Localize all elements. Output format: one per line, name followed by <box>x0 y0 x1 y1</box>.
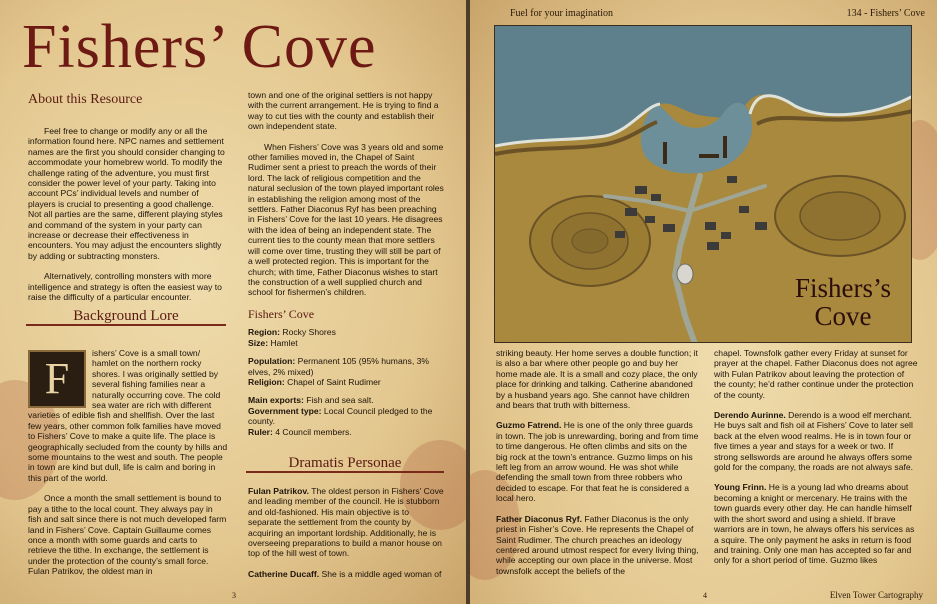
dramatis-column <box>248 486 444 589</box>
stat-government: Government type: Local Council pledged to the county. <box>248 405 433 427</box>
stat-size: Size: Hamlet <box>248 337 298 348</box>
right-column-1 <box>496 348 700 586</box>
npc-derendo: Derendo Aurinne. Derendo is a wood elf merchant. He buys salt and fish oil at Fishers’ Cove to later sell back at the elven wood realms. He is in town four or five times a year and stays for a week or two. If strong sellswords are around he always offers some gold for the company, the roads are not always safe. <box>714 410 914 473</box>
background-lore-heading: Background Lore <box>26 308 226 326</box>
about-heading: About this Resource <box>28 92 143 107</box>
npc-catherine-cont: striking beauty. Her home serves a double function; it is also a bar where other people go and buy her home made ale. It is a small and cozy place, the only place for drinking and talking. Catherine abandoned by a husband years ago. She cannot have children and bears that truth with bitterness. <box>496 348 698 411</box>
stat-religion: Religion: Chapel of Saint Rudimer <box>248 377 381 388</box>
stat-ruler: Ruler: 4 Council members. <box>248 426 352 437</box>
page-title: Fishers’ Cove <box>22 13 377 81</box>
running-head-right: 134 - Fishers’ Cove <box>846 8 925 19</box>
npc-fulan: Fulan Patrikov. The oldest person in Fishers’ Cove and leading member of the council. He is stubborn and old-fashioned. His main objective is to separate the settlement from the county by acquiring an important lordship. Additionally, he is overseeing preparations to build a manor house on top of the hill west of town. <box>248 486 444 559</box>
npc-catherine: Catherine Ducaff. She is a middle aged woman of <box>248 568 442 579</box>
left-column-2 <box>248 90 444 308</box>
dropcap-letter: F <box>28 350 86 408</box>
running-head-left: Fuel for your imagination <box>510 8 614 19</box>
map-title: Fishers’s Cove <box>794 273 892 331</box>
stat-block <box>248 309 444 437</box>
stat-region: Region: Rocky Shores <box>248 327 336 338</box>
page-number: 3 <box>232 591 236 600</box>
stat-exports: Main exports: Fish and sea salt. <box>248 395 374 406</box>
lore-column <box>28 348 228 587</box>
left-page <box>0 0 466 604</box>
npc-ryf-cont: chapel. Townsfolk gather every Friday at sunset for prayer at the chapel. Father Diaconus does not agree with Fulan Patrikov about leaving the protection of the county; he’d rather continue under the protection of the county. <box>714 348 918 400</box>
npc-ryf: Father Diaconus Ryf. Father Diaconus is the only priest in Fisher’s Cove. He represents the Chapel of Saint Rudimer. The church preaches an ideology centered around utmost respect for every living thing, while accepting our own place in the universe. Most townsfolk accept the beliefs of the <box>496 513 699 576</box>
about-paragraph: Alternatively, controlling monsters with more intelligence and strategy is often the easiest way to raise the difficulty of a particular encounter. <box>28 271 222 303</box>
lore-paragraph: ishers’ Cove is a small town/ hamlet on the northern rocky shores. I was originally settled by several fishing families near a naturally occurring cove. The cold sea water are rich with different varieties of edible fish and shellfish. Over the last few years, other common folk families have moved to Fishers’ Cove to make a quite life. The place is geographically secluded from the county by hills and some mountains to the west and south. The people in town are kind but dull, life is calm and boring in this part of the world. <box>28 348 228 483</box>
right-page <box>470 0 937 604</box>
page-number: 4 <box>703 591 707 600</box>
stat-population: Population: Permanent 105 (95% humans, 3% elves, 2% mixed) <box>248 356 430 377</box>
stat-block-heading: Fishers’ Cove <box>248 307 315 321</box>
left-column-1 <box>28 126 228 313</box>
settlers-paragraph: town and one of the original settlers is not happy with the current arrangement. He is trying to find a way to cut ties with the county and establish their own independent state. <box>248 90 439 132</box>
npc-frinn: Young Frinn. He is a young lad who dreams about becoming a knight or mercenary. He trains with the town guards every other day. He can handle himself with the short sword and using a shield. If brave warriors are in town, he always offers his services as a squire. The only payment he asks in return is food and training. Only one man has accepted so far and only for a short period of time. Guzmo likes <box>714 482 915 566</box>
church-paragraph: When Fishers’ Cove was 3 years old and some other families moved in, the Chapel of Saint Rudimer sent a priest to preach the words of their lord. The lack of religious competition and the natural seclusion of the town played important roles in establishing the religion among most of the settlers. Father Diaconus Ryf has been preaching in Fishers’ Cove for the last 10 years. He disagrees with the idea of being an independent state. The current ties to the county mean that more settlers will come over time, trusting they will still be part of a well protected region. This is important for the church; with time, Father Diaconus wishes to start the construction of a well supplied church and school for fishermen’s children. <box>248 141 444 298</box>
npc-guzmo: Guzmo Fatrend. He is one of the only three guards in town. The job is unrewarding, boring and from time to time dangerous. He often climbs and sits on the big rock at the town’s entrance. Guzmo limps on his left leg from an arrow wound. He was shot while defending the small town from three robbers who decided to escape. For that feat he is considered a local hero. <box>496 420 699 504</box>
publisher-footer: Elven Tower Cartography <box>829 590 923 600</box>
right-column-2 <box>714 348 918 576</box>
lore-paragraph: Once a month the small settlement is bound to pay a tithe to the local count. They always pay in fish and salt since there is not much developed farm land in Fishers’ Cove. Captain Guillaume comes once a month with some guards and carts to retrieve the tithe. In exchange, the settlement is under the protection of the county’s small force. Fulan Patrikov, the oldest man in <box>28 493 227 577</box>
about-paragraph: Feel free to change or modify any or all the information found here. NPC names and settlement names are the first you should consider changing to accommodate your homebrew world. To modify the challenge rating of the adventure, you must first consider the power level of your party. Taking into account PCs’ individual levels and number of players is crucial to presenting a good challenge. Not all parties are the same, different playing styles and command of the system in your party can increase or decrease their effectiveness in encounters. You may adjust the encounters slightly by adding or subtracting monsters. <box>28 126 225 261</box>
dramatis-personae-heading: Dramatis Personae <box>246 455 444 473</box>
